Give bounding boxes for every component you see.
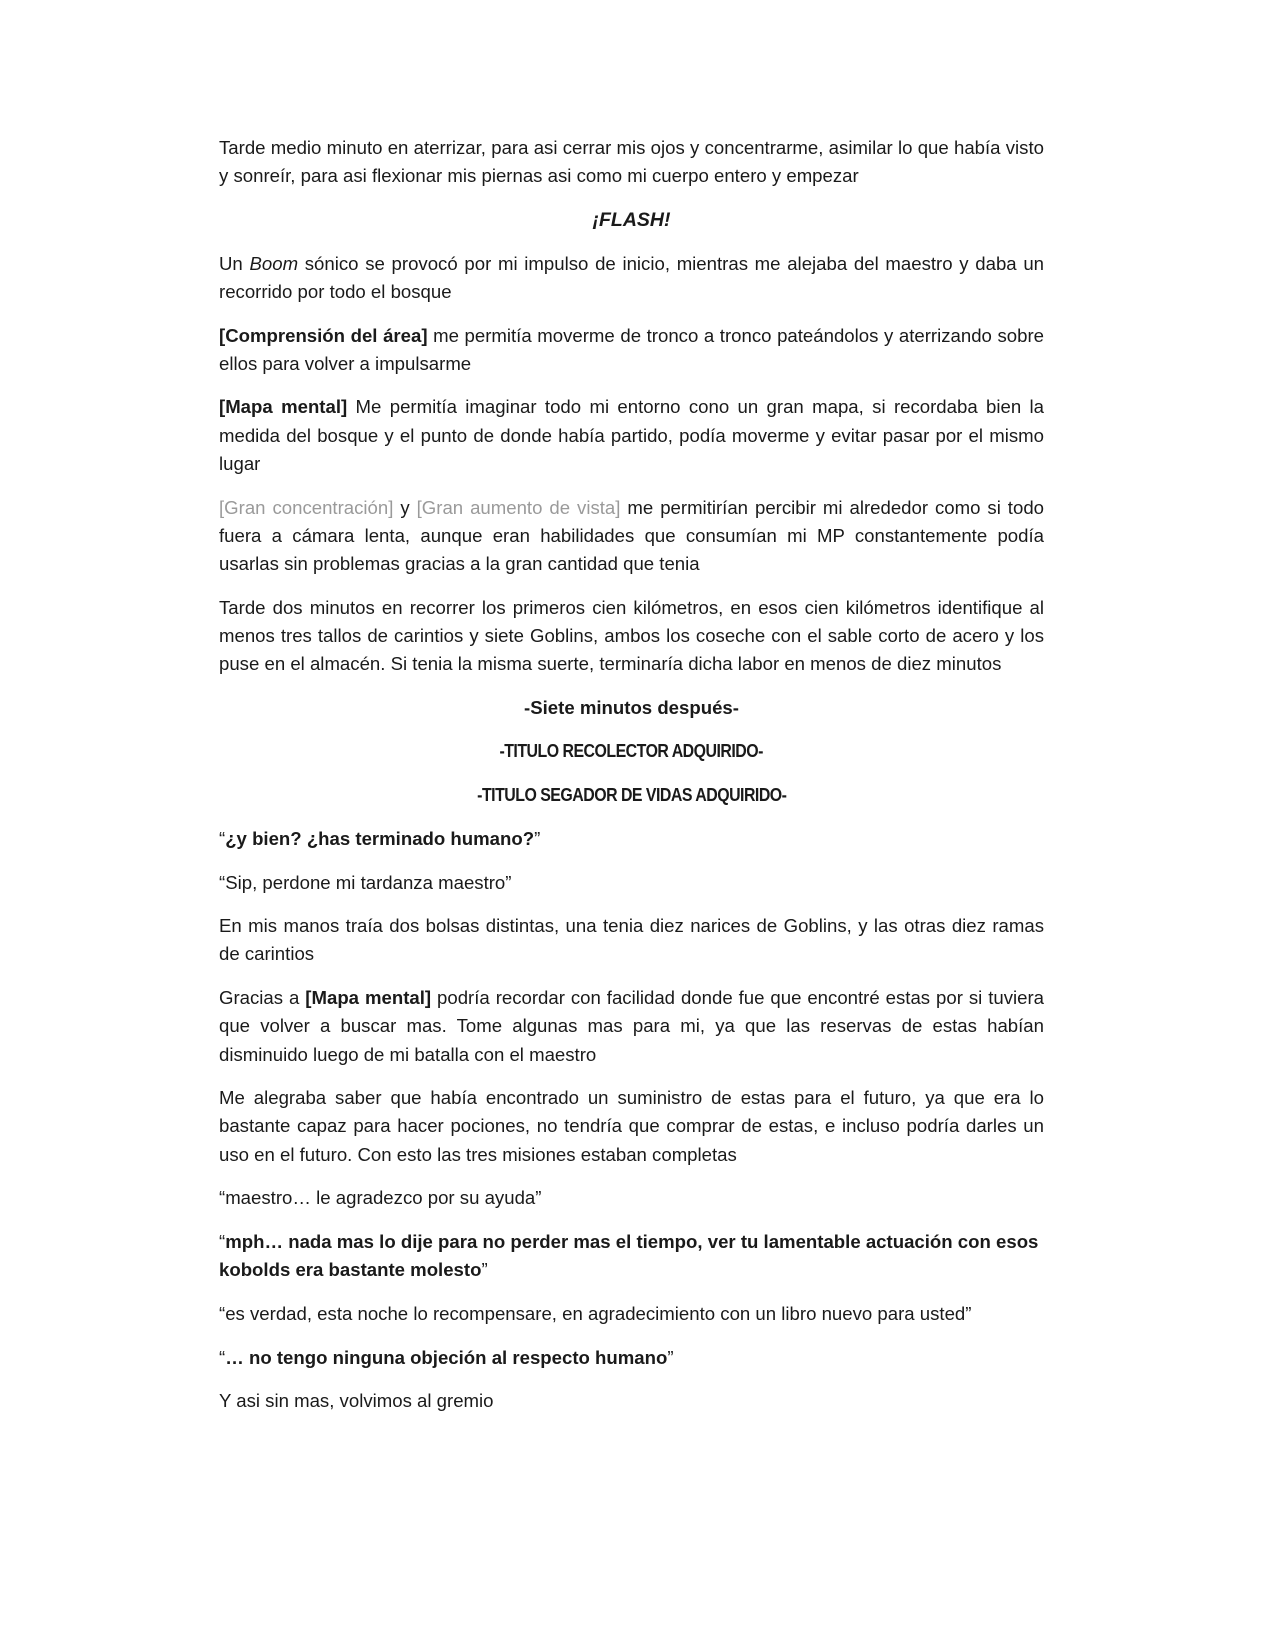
dialogue-reward [219,1300,1044,1328]
paragraph-text: Me permitía imaginar todo mi entorno cono un gran mapa, si recordaba bien la medida del bosque y el punto de donde había partido, podía moverme y evitar pasar por el mismo lugar [219,396,1044,474]
dialogue-master-no-objection [219,1344,1044,1372]
paragraph-text: Tarde medio minuto en aterrizar, para asi cerrar mis ojos y concentrarme, asimilar lo que había visto y sonreír, para asi flexionar mis piernas asi como mi cuerpo entero y empezar [219,137,1044,187]
dialogue-text: “es verdad, esta noche lo recompensare, en agradecimiento con un libro nuevo para usted” [219,1303,972,1324]
flash-text: ¡FLASH! [592,208,671,231]
paragraph-text: sónico se provocó por mi impulso de inicio, mientras me alejaba del maestro y daba un recorrido por todo el bosque [219,252,1045,302]
quote-mark: ” [534,827,541,849]
paragraph-text: me permitía moverme de tronco a tronco pateándolos y aterrizando sobre ellos para volver a impulsarme [219,324,1044,374]
paragraph-text: Gracias a [219,987,306,1009]
dialogue-text: ¿y bien? ¿has terminado humano? [225,827,535,849]
dialogue-master-mph [219,1228,1044,1284]
dialogue-text: “maestro… le agradezco por su ayuda” [219,1187,542,1209]
dialogue-reply [219,869,1044,897]
document-page [219,134,1044,1431]
skill-name: [Mapa mental] [305,987,432,1009]
title-text: -TITULO SEGADOR DE VIDAS ADQUIRIDO- [476,784,787,806]
time-skip-heading [219,694,1044,722]
paragraph-area-comprehension [219,322,1044,378]
dialogue-text: “Sip, perdone mi tardanza maestro” [219,871,512,893]
title-acquired-reaper [219,781,1044,809]
paragraph-text: Un [219,252,250,274]
paragraph-sonic-boom [219,250,1044,306]
skill-name: [Comprensión del área] [219,324,428,346]
dialogue-master-question [219,825,1044,853]
skill-name: [Mapa mental] [219,396,348,418]
quote-mark: “ [219,1346,226,1368]
paragraph-text: En mis manos traía dos bolsas distintas, una tenia diez narices de Goblins, y las otras diez ramas de carintios [219,915,1044,965]
quote-mark: “ [219,827,226,849]
quote-mark: “ [219,1231,226,1253]
title-acquired-collector [219,737,1044,765]
dialogue-text: mph… nada mas lo dije para no perder mas el tiempo, ver tu lamentable actuación con esos kobolds era bastante molesto [219,1231,1039,1281]
skill-name-inactive: [Gran concentración] [219,496,394,518]
paragraph-landing [219,134,1044,190]
paragraph-mental-map [219,393,1044,478]
paragraph-first-kilometers [219,594,1044,679]
flash-sound-effect [219,206,1044,234]
paragraph-mental-map-recall [219,984,1044,1069]
paragraph-text: podría recordar con facilidad donde fue que encontré estas por si tuviera que volver a buscar mas. Tome algunas mas para mi, ya que las reservas de estas habían disminuido luego de mi batalla con el maestro [219,987,1045,1065]
title-text: -TITULO RECOLECTOR ADQUIRIDO- [499,740,764,762]
paragraph-bags [219,912,1044,968]
dialogue-thanks [219,1184,1044,1212]
time-skip-text: -Siete minutos después- [524,696,739,718]
boom-word: Boom [249,252,299,274]
quote-mark: ” [667,1346,674,1368]
paragraph-return-guild [219,1387,1044,1415]
paragraph-text: Me alegraba saber que había encontrado un suministro de estas para el futuro, ya que era lo bastante capaz para hacer pociones, no tendría que comprar de estas, e incluso podría darles un uso en el futuro. Con esto las tres misiones estaban completas [219,1087,1044,1165]
skill-name-inactive: [Gran aumento de vista] [416,496,621,518]
paragraph-text: Tarde dos minutos en recorrer los primeros cien kilómetros, en esos cien kilómetros identifique al menos tres tallos de carintios y siete Goblins, ambos los coseche con el sable corto de acero y los puse en el almacén. Si tenia la misma suerte, terminaría dicha labor en menos de diez minutos [219,596,1044,675]
quote-mark: ” [481,1259,488,1281]
paragraph-concentration [219,494,1044,579]
paragraph-text: me permitirían percibir mi alrededor como si todo fuera a cámara lenta, aunque eran habilidades que consumían mi MP constantemente podía usarlas sin problemas gracias a la gran cantidad que tenia [219,496,1045,574]
paragraph-text: y [393,496,417,518]
dialogue-text: … no tengo ninguna objeción al respecto humano [225,1346,668,1368]
paragraph-text: Y asi sin mas, volvimos al gremio [219,1390,494,1412]
paragraph-supply [219,1084,1044,1169]
